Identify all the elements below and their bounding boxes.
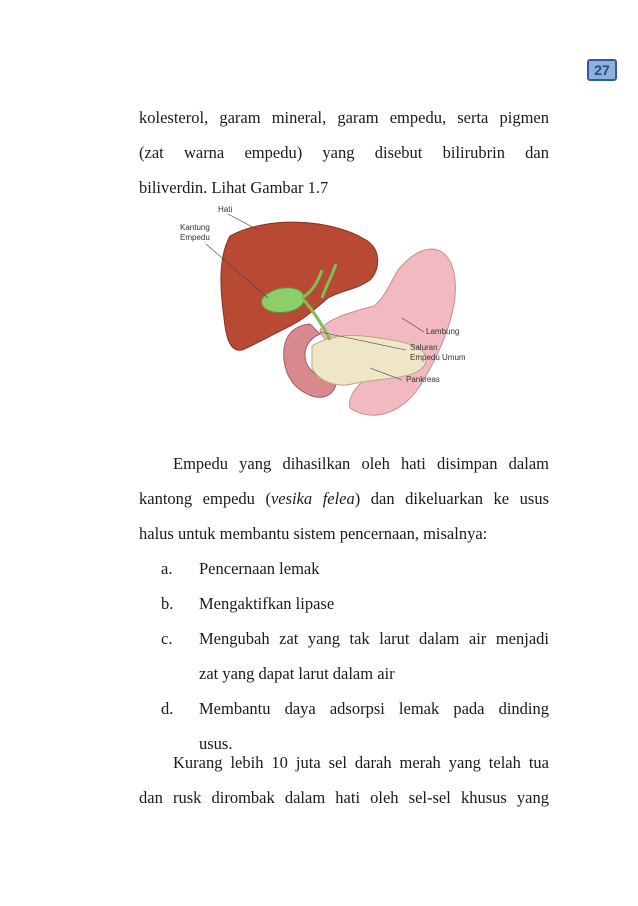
text-span: ) dan dikeluarkan ke usus [354,489,549,508]
paragraph-line: kolesterol, garam mineral, garam empedu, serta pigmen [139,108,549,127]
digestive-organ-figure [170,200,490,432]
liver-pancreas-illustration [170,200,490,432]
list-marker: a. [161,559,173,578]
paragraph-line: biliverdin. Lihat Gambar 1.7 [139,178,329,197]
paragraph-line: Empedu yang dihasilkan oleh hati disimpan dalam [173,454,549,473]
label-kantung-empedu: Kantung [180,223,210,232]
label-pankreas: Pankreas [406,375,440,384]
list-text-continuation: zat yang dapat larut dalam air [199,664,395,683]
paragraph-2 [139,446,549,761]
text-span: kantong empedu ( [139,489,271,508]
paragraph-line: dan rusk dirombak dalam hati oleh sel-sel khusus yang [139,788,549,807]
label-saluran-empedu: Empedu Umum [410,353,466,362]
page-number-badge: 27 [587,59,617,81]
paragraph-line: Kurang lebih 10 juta sel darah merah yang telah tua [173,753,549,772]
list-item [161,551,549,586]
paragraph-1 [139,100,549,205]
list-item [161,691,549,726]
list-item [161,621,549,656]
label-saluran-empedu: Saluran [410,343,438,352]
list-marker: c. [161,629,173,648]
list-item [161,586,549,621]
label-lambung: Lambung [426,327,460,336]
label-kantung-empedu: Empedu [180,233,210,242]
label-hati: Hati [218,205,233,214]
list-marker: b. [161,594,174,613]
paragraph-line: halus untuk membantu sistem pencernaan, misalnya: [139,524,488,543]
list-marker: d. [161,699,174,718]
list-text: Mengaktifkan lipase [199,594,335,613]
italic-term: vesika felea [270,489,355,508]
list-text: Mengubah zat yang tak larut dalam air menjadi [199,629,549,648]
list-text: Membantu daya adsorpsi lemak pada dinding [199,699,549,718]
list-text: Pencernaan lemak [199,559,320,578]
list-text-continuation: usus. [199,734,233,753]
paragraph-line [139,481,549,516]
paragraph-line: (zat warna empedu) yang disebut bilirubrin dan [139,143,549,162]
paragraph-3 [139,745,549,815]
